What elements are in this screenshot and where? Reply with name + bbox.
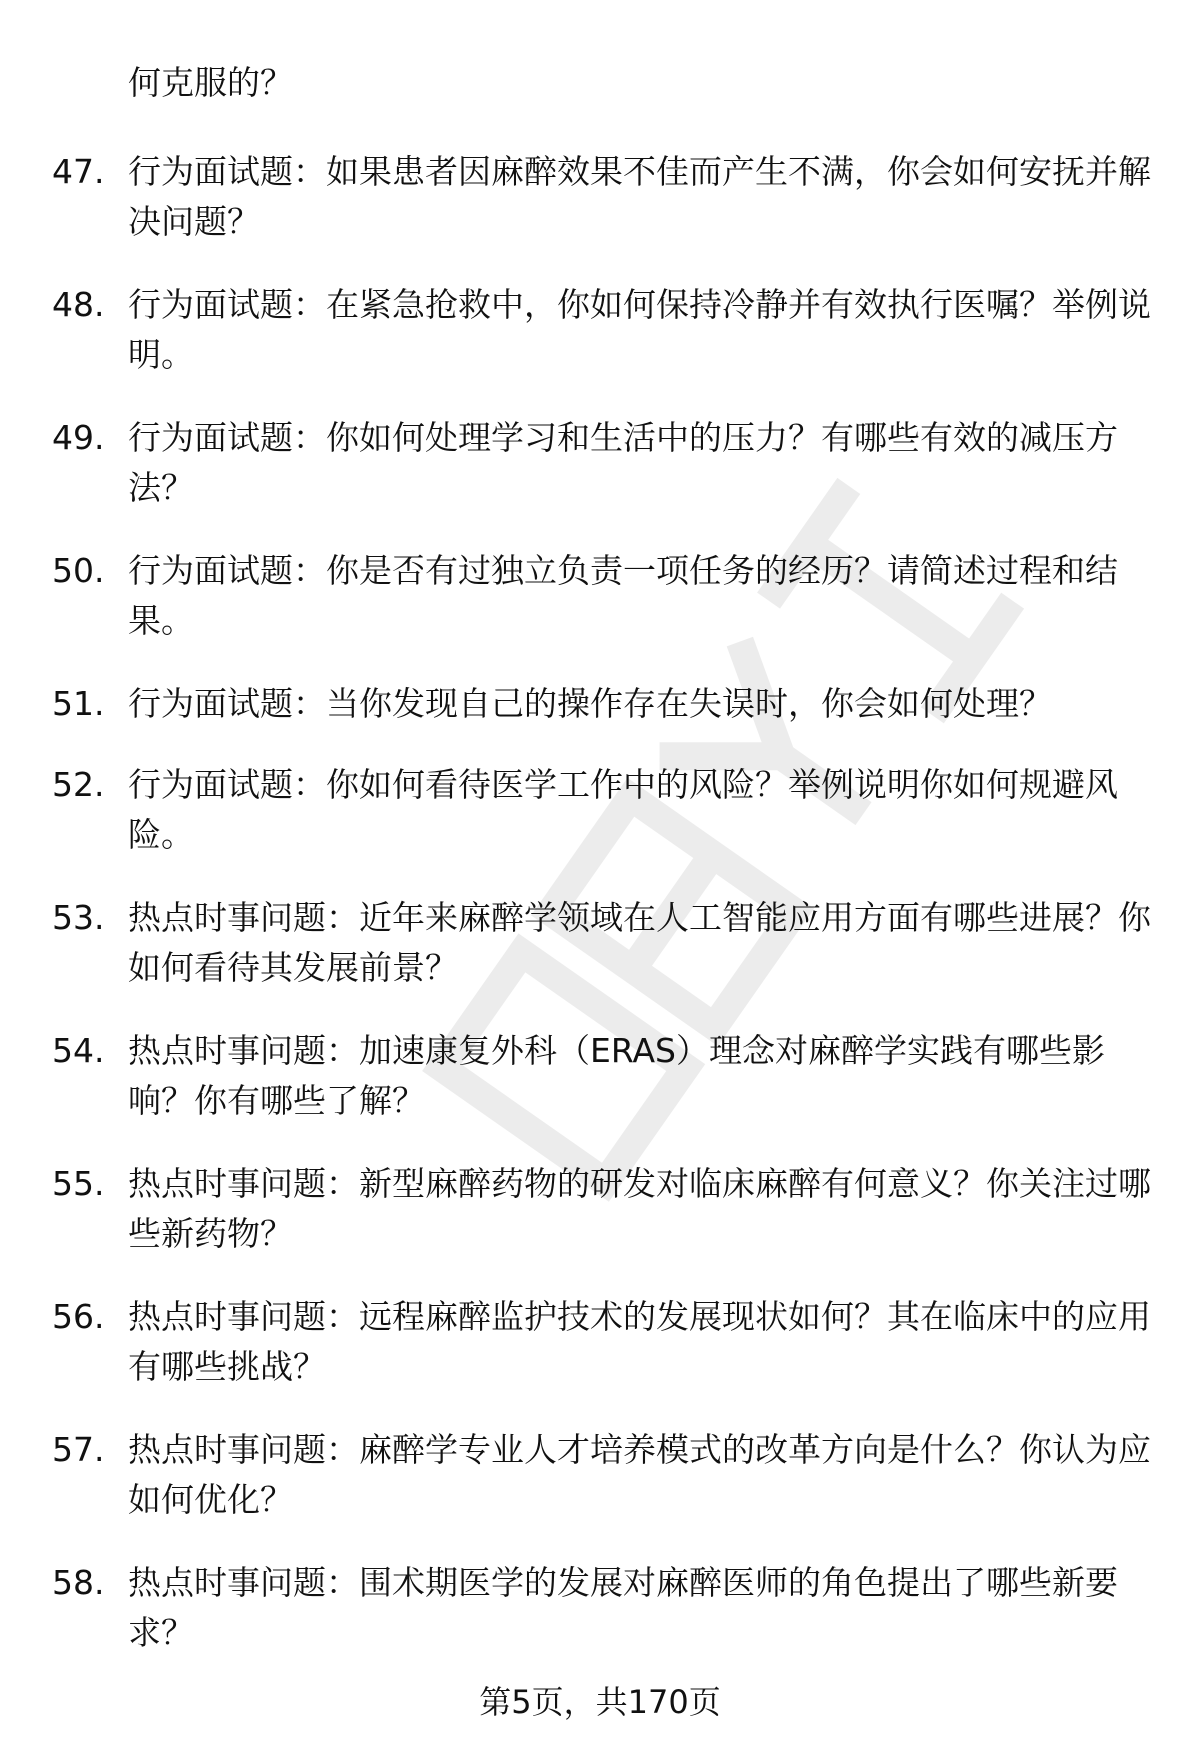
question-number: 48.	[52, 285, 105, 324]
question-item	[0, 1026, 1200, 1156]
page-footer: 第5页，共170页	[479, 1683, 721, 1721]
question-number: 53.	[52, 898, 105, 937]
question-number: 55.	[52, 1164, 105, 1203]
question-item	[0, 546, 1200, 676]
question-number: 58.	[52, 1563, 105, 1602]
question-text: 热点时事问题：加速康复外科（ERAS）理念对麻醉学实践有哪些影响？你有哪些了解？	[128, 1031, 1105, 1120]
question-item	[0, 147, 1200, 277]
continuation-text: 何克服的？	[128, 63, 293, 102]
question-text: 行为面试题：你是否有过独立负责一项任务的经历？请简述过程和结果。	[128, 551, 1118, 640]
question-number: 54.	[52, 1031, 105, 1070]
question-text: 行为面试题：你如何处理学习和生活中的压力？有哪些有效的减压方法？	[128, 418, 1118, 507]
question-item	[0, 679, 1200, 757]
question-text: 热点时事问题：新型麻醉药物的研发对临床麻醉有何意义？你关注过哪些新药物？	[128, 1164, 1151, 1253]
question-item	[0, 893, 1200, 1023]
question-text: 行为面试题：你如何看待医学工作中的风险？举例说明你如何规避风险。	[128, 765, 1118, 854]
question-item	[0, 1558, 1200, 1688]
question-number: 56.	[52, 1297, 105, 1336]
question-text: 行为面试题：如果患者因麻醉效果不佳而产生不满，你会如何安抚并解决问题？	[128, 152, 1151, 241]
question-text: 热点时事问题：围术期医学的发展对麻醉医师的角色提出了哪些新要求？	[128, 1563, 1118, 1652]
question-item	[0, 280, 1200, 410]
question-number: 51.	[52, 684, 105, 723]
question-item	[0, 1292, 1200, 1422]
question-number: 50.	[52, 551, 105, 590]
question-list	[0, 147, 1200, 1691]
question-item	[0, 1425, 1200, 1555]
question-text: 热点时事问题：近年来麻醉学领域在人工智能应用方面有哪些进展？你如何看待其发展前景？	[128, 898, 1151, 987]
question-text: 行为面试题：在紧急抢救中，你如何保持冷静并有效执行医嘱？举例说明。	[128, 285, 1151, 374]
question-number: 57.	[52, 1430, 105, 1469]
question-number: 49.	[52, 418, 105, 457]
question-number: 52.	[52, 765, 105, 804]
question-text: 热点时事问题：远程麻醉监护技术的发展现状如何？其在临床中的应用有哪些挑战？	[128, 1297, 1151, 1386]
question-item	[0, 413, 1200, 543]
question-text: 行为面试题：当你发现自己的操作存在失误时，你会如何处理？	[128, 684, 1052, 723]
question-item	[0, 760, 1200, 890]
question-text: 热点时事问题：麻醉学专业人才培养模式的改革方向是什么？你认为应如何优化？	[128, 1430, 1151, 1519]
question-item	[0, 1159, 1200, 1289]
question-number: 47.	[52, 152, 105, 191]
